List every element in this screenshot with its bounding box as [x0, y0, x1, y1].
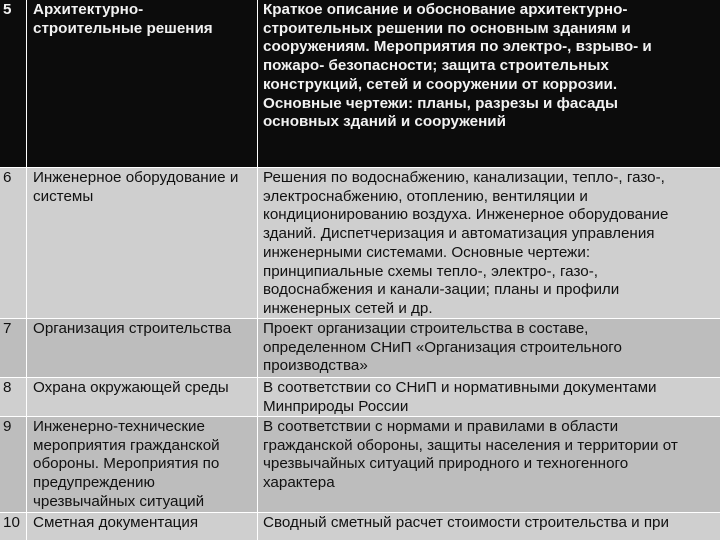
- row-number: 8: [0, 378, 27, 416]
- table-row: [0, 513, 720, 540]
- section-name: Архитектурно- строительные решения: [27, 0, 258, 167]
- row-number: 9: [0, 417, 27, 512]
- section-description: Проект организации строительства в составе, определенном СНиП «Организация строительного производства»: [263, 320, 622, 375]
- table-row: [0, 417, 720, 513]
- section-name: Охрана окружающей среды: [27, 378, 258, 416]
- section-name: Организация строительства: [27, 319, 258, 377]
- section-name: Сметная документация: [27, 513, 258, 540]
- section-description: В соответствии с нормами и правилами в области гражданской обороны, защиты населения и территории от чрезвычайных ситуаций природного и техногенного характера: [263, 418, 678, 492]
- section-name: Инженерное оборудование и системы: [27, 168, 258, 318]
- section-description: Сводный сметный расчет стоимости строительства и при: [263, 514, 669, 531]
- table-row: [0, 168, 720, 319]
- section-description: Решения по водоснабжению, канализации, тепло-, газо-, электроснабжению, отоплению, вентиляции и кондиционированию воздуха. Инженерное оборудование зданий. Диспетчеризация и автоматизация управления инженерными системами. Основные чертежи: принципиальные схемы тепло-, электро-, газо-, водоснабжения и канали-зации; планы и профили инженерных сетей и др.: [263, 169, 669, 317]
- row-number: 5: [0, 0, 27, 167]
- row-number: 10: [0, 513, 27, 540]
- section-description: Краткое описание и обоснование архитектурно- строительных решении по основным зданиям и сооружениям. Мероприятия по электро-, взрыво- и пожаро- безопасности; защита строительных конструкций, сетей и сооружении от коррозии. Основные чертежи: планы, разрезы и фасады основных зданий и сооружений: [263, 1, 652, 131]
- row-number: 6: [0, 168, 27, 318]
- table-row: [0, 319, 720, 378]
- table-row: [0, 0, 720, 168]
- row-number: 7: [0, 319, 27, 377]
- table-row: [0, 378, 720, 417]
- section-description: В соответствии со СНиП и нормативными документами Минприроды России: [263, 379, 657, 415]
- section-name: Инженерно-технические мероприятия гражданской обороны. Мероприятия по предупреждению чрезвычайных ситуаций: [27, 417, 258, 512]
